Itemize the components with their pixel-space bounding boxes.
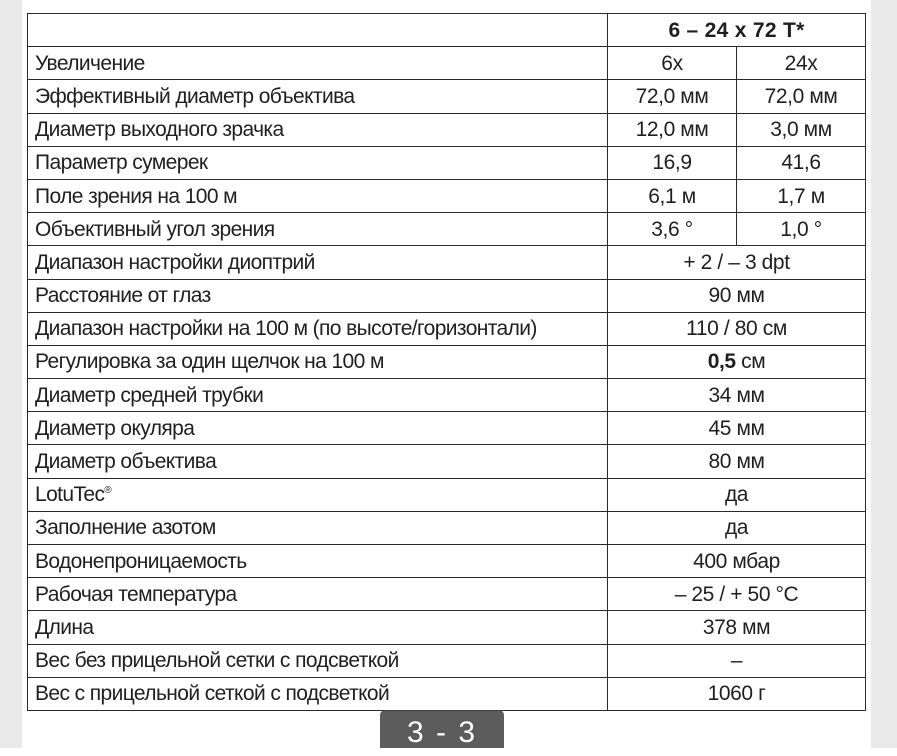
value-24x: 1,7 м (737, 179, 866, 212)
table-row (28, 213, 866, 246)
value-6x: 12,0 мм (608, 113, 737, 146)
table-row (28, 611, 866, 644)
value-24x: 41,6 (737, 146, 866, 179)
row-value: + 2 / – 3 dpt (608, 246, 866, 279)
row-value: 1060 г (608, 677, 866, 710)
row-value: 90 мм (608, 279, 866, 312)
table-row (28, 578, 866, 611)
row-value (608, 345, 866, 378)
table-row (28, 345, 866, 378)
table-row (28, 80, 866, 113)
spec-table (27, 13, 866, 711)
row-label: Параметр сумерек (28, 146, 608, 179)
table-row (28, 113, 866, 146)
value-unit: см (741, 350, 766, 374)
row-label: Диапазон настройки диоптрий (28, 246, 608, 279)
row-value: 34 мм (608, 379, 866, 412)
value-24x: 1,0 ° (737, 213, 866, 246)
table-row (28, 478, 866, 511)
value-6x: 16,9 (608, 146, 737, 179)
table-row (28, 511, 866, 544)
value-6x: 6x (608, 47, 737, 80)
row-label: Водонепроницаемость (28, 545, 608, 578)
table-header-row (28, 14, 866, 47)
row-label: Диаметр окуляра (28, 412, 608, 445)
table-row (28, 644, 866, 677)
spec-document (22, 9, 871, 748)
row-label: Диапазон настройки на 100 м (по высоте/горизонтали) (28, 312, 608, 345)
row-label (28, 478, 608, 511)
row-label: Вес без прицельной сетки с подсветкой (28, 644, 608, 677)
table-row (28, 47, 866, 80)
row-value: – (608, 644, 866, 677)
value-6x: 6,1 м (608, 179, 737, 212)
row-label: Длина (28, 611, 608, 644)
table-row (28, 445, 866, 478)
row-value: да (608, 478, 866, 511)
row-label: Диаметр средней трубки (28, 379, 608, 412)
row-label: Рабочая температура (28, 578, 608, 611)
table-row (28, 412, 866, 445)
table-row (28, 545, 866, 578)
row-label: Поле зрения на 100 м (28, 179, 608, 212)
table-row (28, 379, 866, 412)
row-label: Регулировка за один щелчок на 100 м (28, 345, 608, 378)
row-value: 45 мм (608, 412, 866, 445)
table-row (28, 246, 866, 279)
row-label: Увеличение (28, 47, 608, 80)
row-value: 378 мм (608, 611, 866, 644)
value-24x: 3,0 мм (737, 113, 866, 146)
row-label-text: LotuTec (35, 483, 105, 507)
model-header: 6 – 24 x 72 T* (608, 14, 866, 47)
row-label: Диаметр выходного зрачка (28, 113, 608, 146)
value-24x: 24x (737, 47, 866, 80)
table-row (28, 179, 866, 212)
registered-mark: ® (104, 485, 112, 497)
table-row (28, 146, 866, 179)
row-label: Вес с прицельной сеткой с подсветкой (28, 677, 608, 710)
row-value: 400 мбар (608, 545, 866, 578)
value-6x: 3,6 ° (608, 213, 737, 246)
left-margin (0, 0, 22, 748)
right-margin (871, 0, 897, 748)
row-label: Диаметр объектива (28, 445, 608, 478)
row-label: Эффективный диаметр объектива (28, 80, 608, 113)
row-label: Расстояние от глаз (28, 279, 608, 312)
row-value: – 25 / + 50 °C (608, 578, 866, 611)
value-24x: 72,0 мм (737, 80, 866, 113)
header-blank-cell (28, 14, 608, 47)
value-number: 0,5 (707, 350, 736, 374)
row-value: 80 мм (608, 445, 866, 478)
row-label: Объективный угол зрения (28, 213, 608, 246)
page-indicator: 3 - 3 (380, 710, 504, 748)
table-row (28, 279, 866, 312)
row-value: 110 / 80 см (608, 312, 866, 345)
value-6x: 72,0 мм (608, 80, 737, 113)
table-row (28, 677, 866, 710)
row-value: да (608, 511, 866, 544)
table-row (28, 312, 866, 345)
row-label: Заполнение азотом (28, 511, 608, 544)
